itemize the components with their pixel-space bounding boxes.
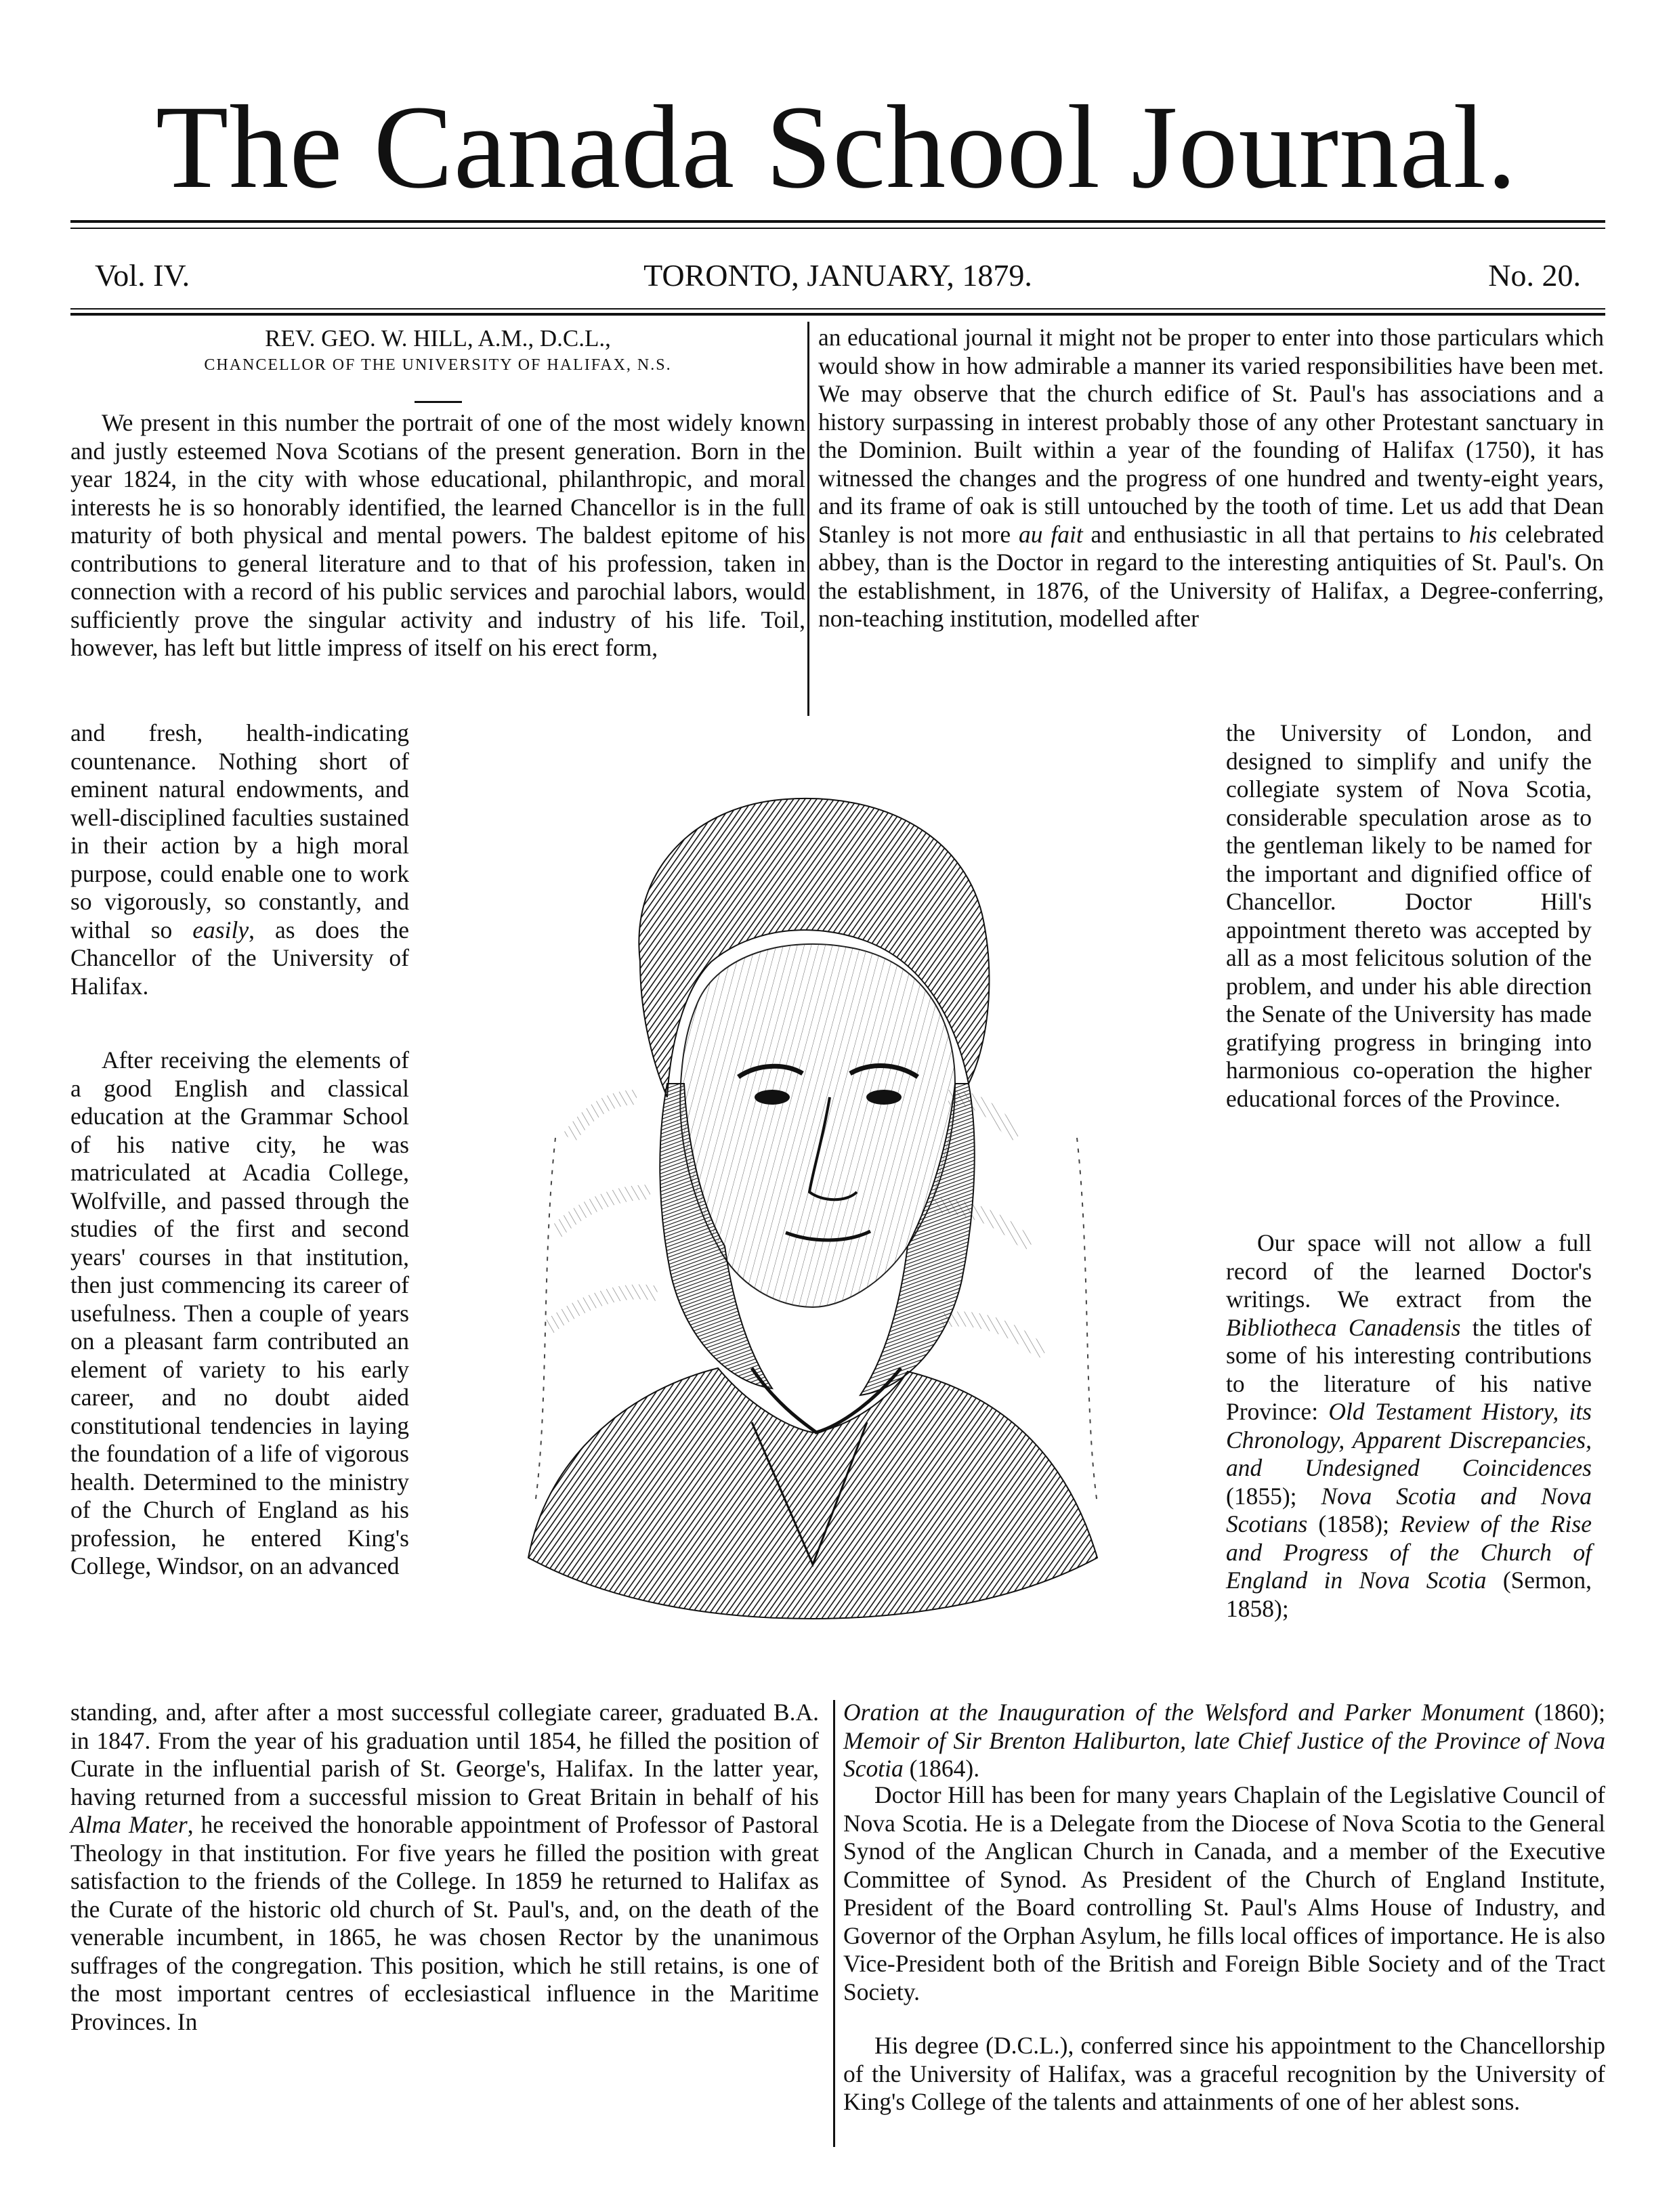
body-paragraph-career: standing, and, after after a most successful collegiate career, graduated B.A. in 1847. From the year of his graduation until 1854, he filled the position of Curate in the influential parish of St. George's, Halifax. In the latter year, having returned from a successful mission to Great Britain in behalf of his Alma Mater, he received the honorable appointment of Professor of Pastoral Theology in that institution. For five years he filled the position with great satisfaction to the friends of the College. In 1859 he returned to Halifax as the Curate of the historic old church of St. Paul's, and, on the death of the venerable incumbent, in 1865, he was chosen Rector by the unanimous suffrages of the congregation. This position, which he still retains, is one of the most important centres of ecclesiastical influence in the Maritime Provinces. In	[70, 1699, 819, 2035]
issue-rule-bottom	[70, 313, 1605, 316]
body-paragraph-st-pauls: an educational journal it might not be proper to enter into those particulars which would show in how admirable a manner its varied responsibilities have been met. We may observe that the church edifice of St. Paul's has associations and a history surpassing in interest probably those of any other Protestant sanctuary in the Dominion. Built within a year of the founding of Halifax (1750), it has witnessed the changes and the progress of one hundred and twenty-eight years, and its frame of oak is still untouched by the tooth of time. Let us add that Dean Stanley is not more au fait and enthusiastic in all that pertains to his celebrated abbey, than is the Doctor in regard to the interesting antiquities of St. Paul's. On the establishment, in 1876, of the University of Halifax, a Degree-conferring, non-teaching institution, modelled after	[818, 324, 1605, 632]
issue-volume: Vol. IV.	[95, 258, 190, 293]
title-rule-top	[70, 220, 1605, 223]
article-subtitle: CHANCELLOR OF THE UNIVERSITY OF HALIFAX, N.S.	[204, 356, 672, 374]
issue-rule-top	[70, 308, 1605, 310]
journal-title: The Canada School Journal.	[155, 81, 1518, 213]
body-paragraph-writings: Our space will not allow a full record of the learned Doctor's writings. We extract from the Bibliotheca Canadensis the titles of some of his interesting contributions to the literature of his native Province: Old Testament History, its Chronology, Apparent Discrepancies, and Undesigned Coincidences (1855); Nova Scotia and Nova Scotians (1858); Review of the Rise and Progress of the Church of England in Nova Scotia (Sermon, 1858);	[1226, 1229, 1592, 1622]
portrait-engraving	[433, 759, 1199, 1622]
title-rule-second	[70, 228, 1605, 229]
body-paragraph-offices: Doctor Hill has been for many years Chaplain of the Legislative Council of Nova Scotia. He is a Delegate from the Diocese of Nova Scotia to the General Synod of the Anglican Church in Canada, and a member of the Executive Committee of Synod. As President of the Church of England Institute, President of the Board controlling St. Paul's Alms House of Industry, and Governor of the Orphan Asylum, he fills local offices of importance. He is also Vice-President both of the British and Foreign Bible Society and of the Tract Society.	[843, 1781, 1605, 2005]
issue-number: No. 20.	[1488, 258, 1581, 293]
heading-dash	[415, 401, 462, 403]
issue-date: TORONTO, JANUARY, 1879.	[643, 258, 1032, 293]
body-paragraph-chancellor: the University of London, and designed to simplify and unify the collegiate system of Nova Scotia, considerable speculation arose as to the gentleman likely to be named for the important and dignified office of Chancellor. Doctor Hill's appointment thereto was accepted by all as a most felicitous solution of the problem, and under his able direction the Senate of the University has made gratifying progress in bringing into harmonious co-operation the higher educational forces of the Province.	[1226, 719, 1592, 1112]
column-rule-upper	[807, 322, 809, 716]
intro-paragraph: We present in this number the portrait of one of the most widely known and justly esteemed Nova Scotians of the present generation. Born in the year 1824, in the city with whose educational, philanthropic, and moral interests he is so honorably identified, the learned Chancellor is in the full maturity of both physical and mental powers. The baldest epitome of his contributions to general literature and to that of his profession, taken in connection with a record of his public services and parochial labors, would sufficiently prove the singular activity and industry of his life. Toil, however, has left but little impress of itself on his erect form,	[70, 409, 805, 661]
article-title: REV. GEO. W. HILL, A.M., D.C.L.,	[265, 325, 611, 352]
article-heading	[70, 324, 805, 377]
portrait-coat	[528, 1368, 1097, 1619]
body-paragraph-countenance: and fresh, health-indicating countenance. Nothing short of eminent natural endowments, and well-disciplined faculties sustained in their action by a high moral purpose, could enable one to work so vigorously, so constantly, and withal so easily, as does the Chancellor of the University of Halifax.	[70, 719, 409, 1000]
body-paragraph-education: After receiving the elements of a good English and classical education at the Grammar School of his native city, he was matriculated at Acadia College, Wolfville, and passed through the studies of the first and second years' courses in that institution, then just commencing its career of usefulness. Then a couple of years on a pleasant farm contributed an element of variety to his early career, and no doubt aided constitutional tendencies in laying the foundation of a life of vigorous health. Determined to the ministry of the Church of England as his profession, he entered King's College, Windsor, on an advanced	[70, 1046, 409, 1579]
column-rule-lower	[833, 1700, 835, 2147]
issue-line	[70, 252, 1605, 299]
body-paragraph-orations: Oration at the Inauguration of the Welsford and Parker Monument (1860); Memoir of Sir Brenton Haliburton, late Chief Justice of the Province of Nova Scotia (1864).	[843, 1699, 1605, 1782]
body-paragraph-degree: His degree (D.C.L.), conferred since his appointment to the Chancellorship of the University of Halifax, was a graceful recognition by the University of King's College of the talents and attainments of one of her ablest sons.	[843, 2032, 1605, 2115]
